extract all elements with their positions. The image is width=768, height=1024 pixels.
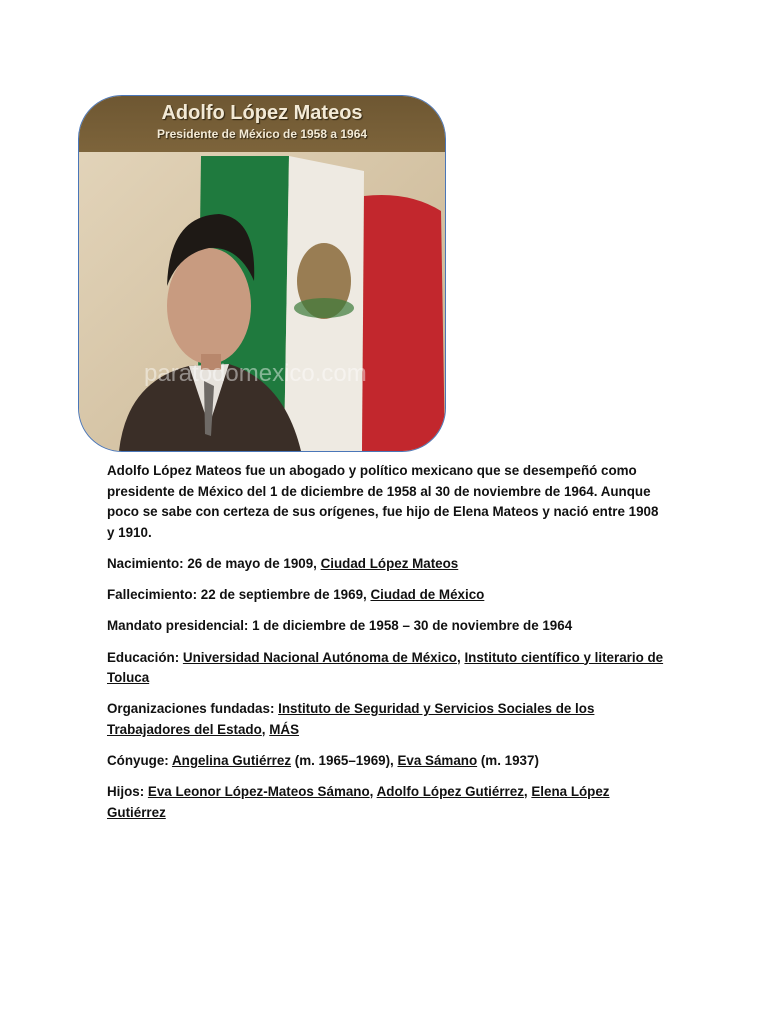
- toluca-institute-link[interactable]: Instituto científico y literario de Toluca: [107, 649, 664, 686]
- image-subtitle: Presidente de México de 1958 a 1964: [156, 127, 368, 141]
- face: [167, 248, 251, 364]
- image-title: Adolfo López Mateos: [161, 102, 363, 124]
- spouse-angelina-link[interactable]: Angelina Gutiérrez: [171, 753, 292, 769]
- child-elena-link[interactable]: Elena López Gutiérrez: [107, 784, 610, 820]
- biography-text: [107, 461, 667, 834]
- child-adolfo-link[interactable]: Adolfo López Gutiérrez: [376, 784, 524, 800]
- death-line: Fallecimiento: 22 de septiembre de 1969, Ciudad de México: [107, 587, 485, 603]
- spouse-eva-link[interactable]: Eva Sámano: [397, 753, 478, 769]
- spouse-line: Cónyuge: Angelina Gutiérrez (m. 1965–1969), Eva Sámano (m. 1937): [107, 753, 539, 769]
- organizations-line: Organizaciones fundadas: Instituto de Seguridad y Servicios Sociales de los Trabajadores del Estado, MÁS: [107, 701, 595, 737]
- more-link[interactable]: MÁS: [269, 721, 300, 737]
- portrait-image: [78, 95, 446, 452]
- children-line: Hijos: Eva Leonor López-Mateos Sámano, Adolfo López Gutiérrez, Elena López Gutiérrez: [107, 784, 610, 820]
- image-banner: [79, 96, 445, 152]
- education-line: Educación: Universidad Nacional Autónoma de México, Instituto científico y literario de Toluca: [107, 649, 664, 686]
- birth-line: Nacimiento: 26 de mayo de 1909, Ciudad López Mateos: [107, 555, 459, 571]
- flag-red-stripe: [362, 195, 445, 451]
- child-eva-leonor-link[interactable]: Eva Leonor López-Mateos Sámano: [147, 784, 370, 800]
- birth-place-link[interactable]: Ciudad López Mateos: [320, 555, 459, 571]
- unam-link[interactable]: Universidad Nacional Autónoma de México: [182, 649, 457, 665]
- intro-paragraph: Adolfo López Mateos fue un abogado y político mexicano que se desempeñó como presidente de México del 1 de diciembre de 1958 al 30 de noviembre de 1964. Aunque poco se sabe con certeza de sus orígenes, fue hijo de Elena Mateos y nació entre 1908 y 1910.: [107, 463, 659, 540]
- death-place-link[interactable]: Ciudad de México: [370, 587, 485, 603]
- term-line: Mandato presidencial: 1 de diciembre de 1958 – 30 de noviembre de 1964: [107, 618, 573, 634]
- image-watermark: paratodomexico.com: [144, 360, 367, 387]
- issste-link[interactable]: Instituto de Seguridad y Servicios Sociales de los Trabajadores del Estado: [107, 701, 595, 737]
